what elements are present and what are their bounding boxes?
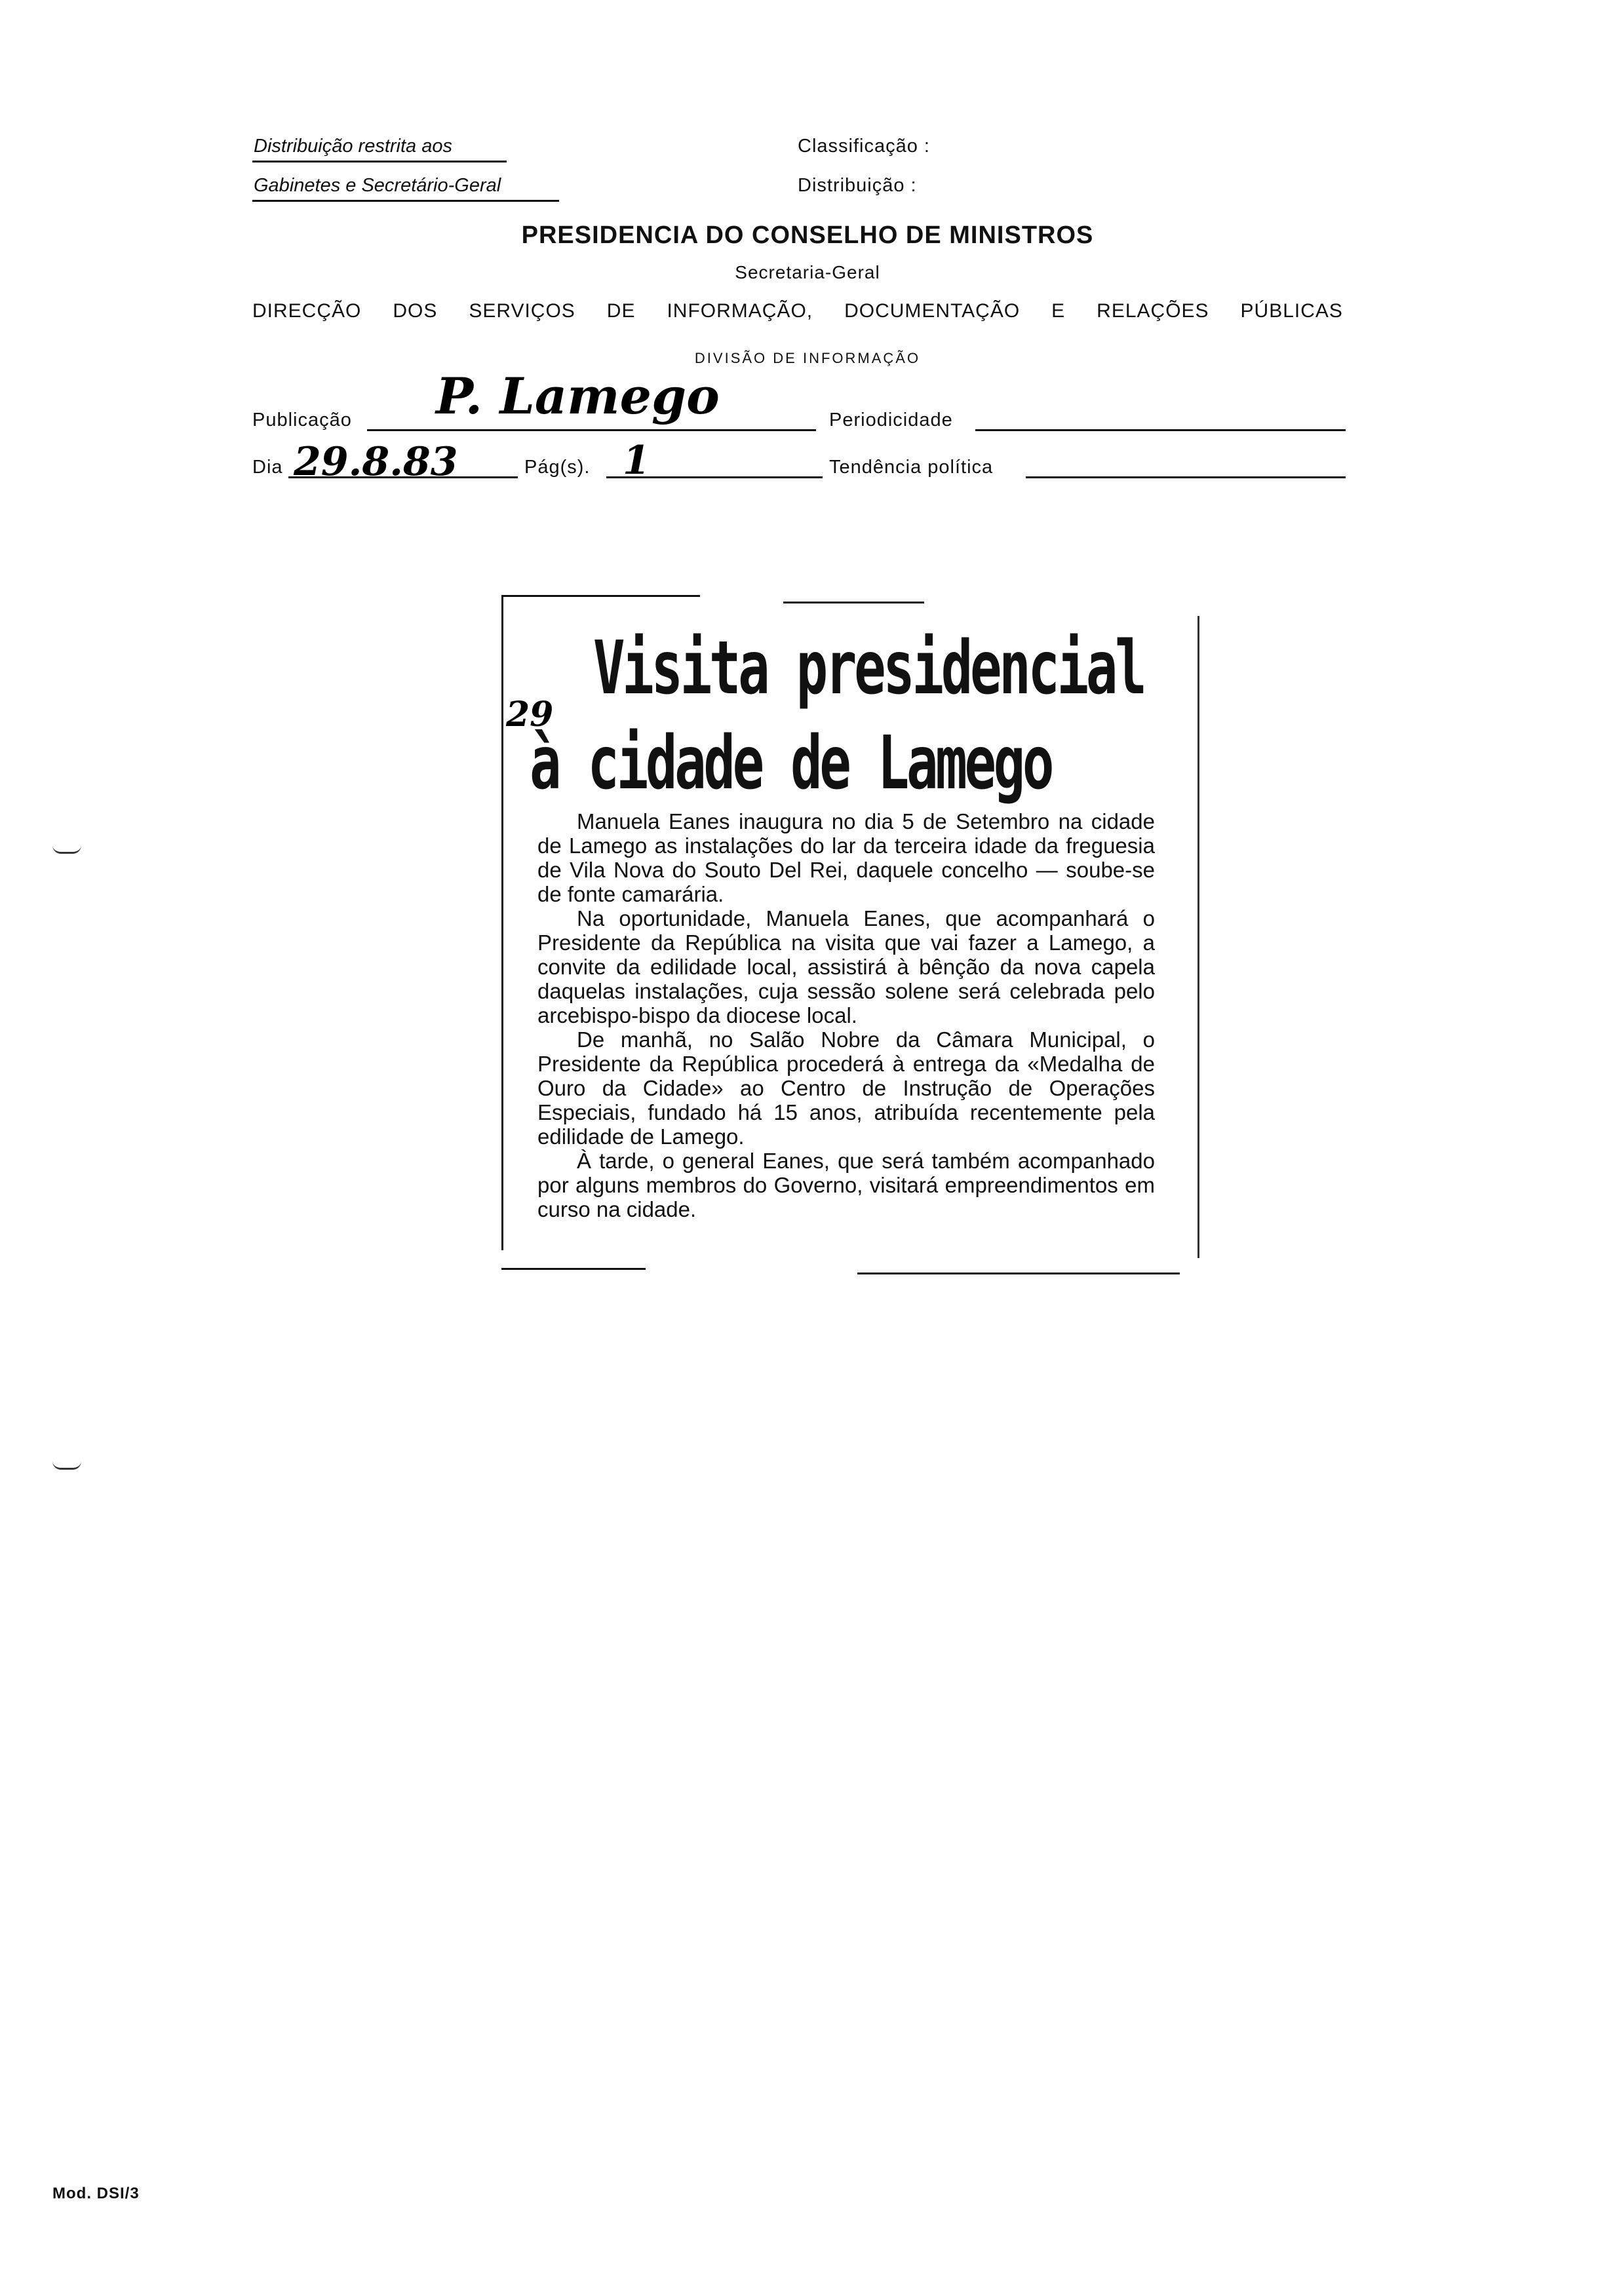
periodicidade-line: [975, 429, 1346, 431]
pags-label: Pág(s).: [524, 457, 591, 478]
direccao-word: SERVIÇOS: [469, 300, 575, 322]
margin-note: 29: [506, 695, 554, 735]
distribution-line2: Gabinetes e Secretário-Geral: [254, 175, 501, 196]
distribution-underline2: [252, 200, 559, 202]
page-title: PRESIDENCIA DO CONSELHO DE MINISTROS: [521, 221, 1094, 249]
direccao-word: DOS: [393, 300, 438, 322]
publicacao-value: P. Lamego: [436, 367, 720, 425]
pags-value: 1: [623, 438, 650, 484]
clipping-bottom-rule-right: [857, 1272, 1180, 1274]
direccao-word: E: [1051, 300, 1066, 322]
article-paragraph: Manuela Eanes inaugura no dia 5 de Setembro na cidade de Lamego as instalações do lar da terceira idade da freguesia de Vila Nova do Souto Del Rei, daquele concelho — soube-se de fonte camarária.: [537, 809, 1155, 906]
classification-label: Classificação :: [798, 136, 930, 157]
direccao-word: DIRECÇÃO: [252, 300, 362, 322]
direccao-word: PÚBLICAS: [1240, 300, 1343, 322]
page-subtitle: Secretaria-Geral: [735, 262, 880, 282]
article-paragraph: À tarde, o general Eanes, que será também acompanhado por alguns membros do Governo, visitará empreendimentos em curso na cidade.: [537, 1149, 1155, 1221]
clipping-top-rule-center: [783, 602, 924, 603]
dia-label: Dia: [252, 457, 283, 478]
clipping-top-rule-left: [503, 595, 700, 597]
distribution-line1: Distribuição restrita aos: [254, 136, 452, 157]
article-headline-line2: à cidade de Lamego: [530, 721, 1052, 806]
direccao-word: DOCUMENTAÇÃO: [844, 300, 1021, 322]
article-body: [537, 809, 1155, 1221]
article-headline-line1: Visita presidencial: [593, 626, 1144, 711]
publicacao-line: [367, 429, 816, 431]
direccao-word: DE: [606, 300, 636, 322]
clipping-bottom-rule-left: [501, 1268, 646, 1270]
direccao-word: RELAÇÕES: [1097, 300, 1209, 322]
dia-value: 29.8.83: [294, 439, 458, 485]
clipping-right-border: [1197, 616, 1199, 1258]
distribution-underline1: [252, 161, 507, 163]
distribution-label: Distribuição :: [798, 175, 917, 196]
article-paragraph: De manhã, no Salão Nobre da Câmara Municipal, o Presidente da República procederá à entrega da «Medalha de Ouro da Cidade» ao Centro de Instrução de Operações Especiais, fundado há 15 anos, atribuída recentemente pela edilidade de Lamego.: [537, 1027, 1155, 1149]
periodicidade-label: Periodicidade: [829, 410, 953, 430]
article-paragraph: Na oportunidade, Manuela Eanes, que acompanhará o Presidente da República na visita que vai fazer a Lamego, a convite da edilidade local, assistirá à bênção da nova capela daquelas instalações, cuja sessão solene será celebrada pelo arcebispo-bispo da diocese local.: [537, 906, 1155, 1027]
direccao-word: INFORMAÇÃO,: [667, 300, 813, 322]
model-label: Mod. DSI/3: [52, 2185, 140, 2202]
scan-mark: [52, 1461, 81, 1470]
tendencia-label: Tendência política: [829, 457, 994, 478]
scan-mark: [52, 845, 81, 854]
tendencia-line: [1026, 476, 1346, 478]
clipping-left-border: [501, 595, 503, 1250]
division-label: DIVISÃO DE INFORMAÇÃO: [694, 350, 921, 366]
publicacao-label: Publicação: [252, 410, 352, 430]
direccao-line: [252, 300, 1343, 322]
